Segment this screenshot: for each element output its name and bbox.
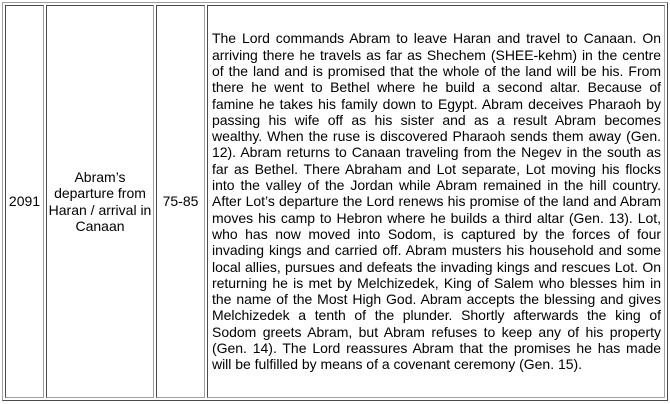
event-cell: Abram’s departure from Haran / arrival in Canaan [46, 5, 154, 398]
description-cell: The Lord commands Abram to leave Haran and travel to Canaan. On arriving there he travels as far as Shechem (SHEE-kehm) in the centre of the land and is promised that the whole of the land will be his. From there he went to Bethel where he build a second altar. Because of famine he takes his family down to Egypt. Abram deceives Pharaoh by passing his wife off as his sister and as a result Abram becomes wealthy. When the ruse is discovered Pharaoh sends them away (Gen. 12). Abram returns to Canaan traveling from the Negev in the south as far as Bethel. There Abraham and Lot separate, Lot moving his flocks into the valley of the Jordan while Abram remained in the hill country. After Lot’s departure the Lord renews his promise of the land and Abram moves his camp to Hebron where he builds a third altar (Gen. 13). Lot, who has now moved into Sodom, is captured by the forces of four invading kings and carried off. Abram musters his household and some local allies, pursues and defeats the invading kings and rescues Lot. On returning he is met by Melchizedek, King of Salem who blesses him in the name of the Most High God. Abram accepts the blessing and gives Melchizedek a tenth of the plunder. Shortly afterwards the king of Sodom greets Abram, but Abram refuses to keep any of his property (Gen. 14). The Lord reassures Abram that the promises he has made will be fulfilled by means of a covenant ceremony (Gen. 15). [207, 5, 665, 398]
timeline-table [2, 2, 668, 401]
age-cell: 75-85 [156, 5, 205, 398]
table-row [5, 5, 665, 398]
year-cell: 2091 [5, 5, 44, 398]
